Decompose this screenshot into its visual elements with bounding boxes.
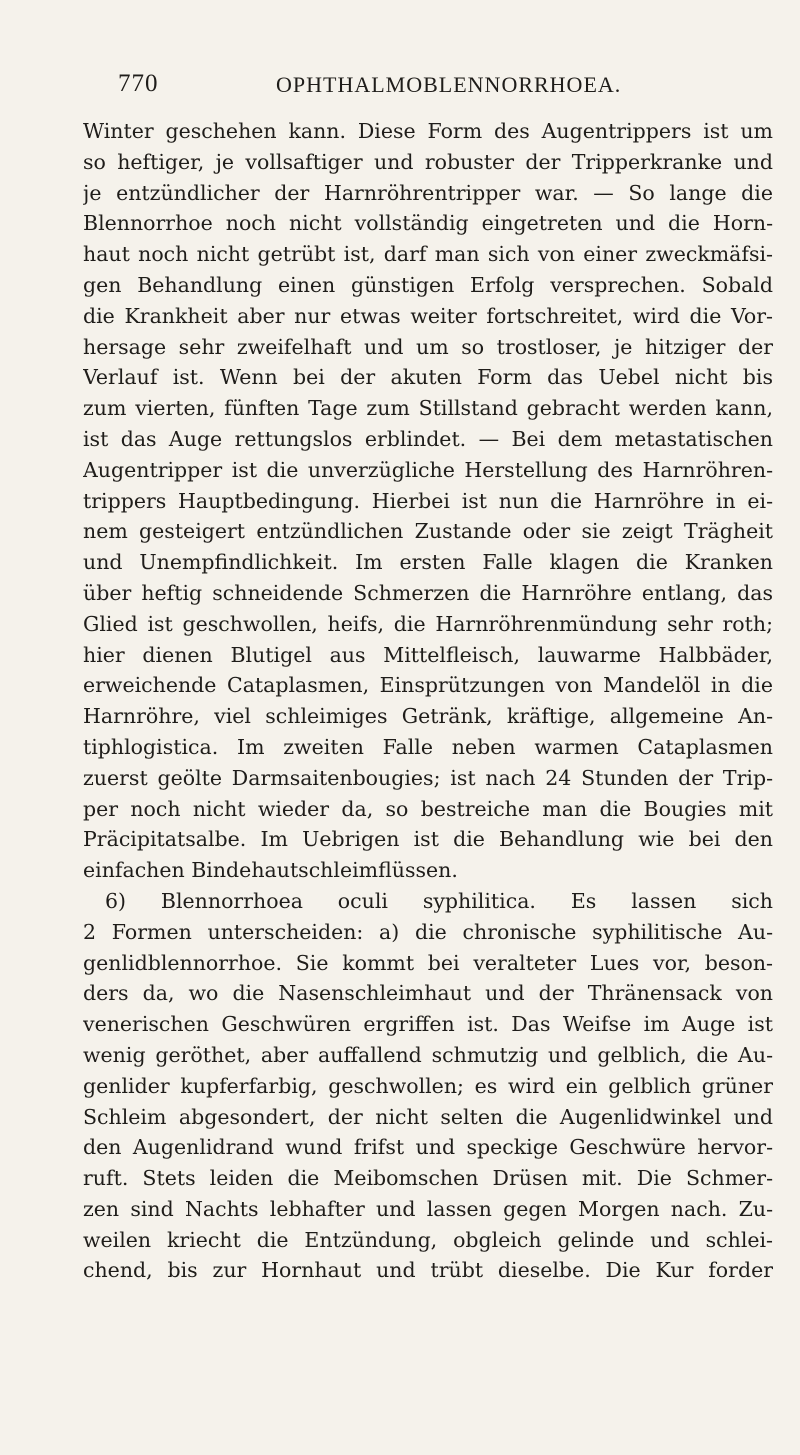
- running-head: [118, 70, 758, 104]
- text-line: trippers Hauptbedingung. Hierbei ist nun die Harnröhre in ei-: [83, 488, 773, 513]
- text-line: Harnröhre, viel schleimiges Getränk, kräftige, allgemeine An-: [83, 704, 773, 729]
- text-line: nem gesteigert entzündlichen Zustande oder sie zeigt Trägheit: [83, 519, 773, 544]
- text-line: gen Behandlung einen günstigen Erfolg versprechen. Sobald: [83, 272, 773, 297]
- text-line: venerischen Geschwüren ergriffen ist. Das Weifse im Auge ist: [83, 1012, 773, 1037]
- text-line: genlider kupferfarbig, geschwollen; es wird ein gelblich grüner: [83, 1073, 773, 1098]
- text-line: zen sind Nachts lebhafter und lassen gegen Morgen nach. Zu-: [83, 1196, 773, 1221]
- text-line: je entzündlicher der Harnröhrentripper war. — So lange die: [83, 180, 773, 205]
- text-line: weilen kriecht die Entzündung, obgleich gelinde und schlei-: [83, 1227, 773, 1252]
- text-line: Glied ist geschwollen, heifs, die Harnröhrenmündung sehr roth;: [83, 611, 773, 636]
- text-line: haut noch nicht getrübt ist, darf man sich von einer zweckmäfsi-: [83, 242, 773, 267]
- text-line: ders da, wo die Nasenschleimhaut und der Thränensack von: [83, 981, 773, 1006]
- text-line: ist das Auge rettungslos erblindet. — Bei dem metastatischen: [83, 426, 773, 451]
- text-line: Augentripper ist die unverzügliche Herstellung des Harnröhren-: [83, 457, 773, 482]
- text-line: hersage sehr zweifelhaft und um so trostloser, je hitziger der: [83, 334, 773, 359]
- running-title: OPHTHALMOBLENNORRHOEA.: [276, 72, 622, 97]
- text-line: Präcipitatsalbe. Im Uebrigen ist die Behandlung wie bei den: [83, 827, 773, 852]
- text-line: einfachen Bindehautschleimflüssen.: [83, 858, 458, 883]
- text-line: über heftig schneidende Schmerzen die Harnröhre entlang, das: [83, 580, 773, 605]
- text-line: Schleim abgesondert, der nicht selten die Augenlidwinkel und: [83, 1104, 773, 1129]
- text-line: wenig geröthet, aber auffallend schmutzig und gelblich, die Au-: [83, 1042, 773, 1067]
- text-line: hier dienen Blutigel aus Mittelfleisch, lauwarme Halbbäder,: [83, 642, 773, 667]
- text-line: die Krankheit aber nur etwas weiter fortschreitet, wird die Vor-: [83, 303, 773, 328]
- text-line: erweichende Cataplasmen, Einsprützungen von Mandelöl in die: [83, 673, 773, 698]
- body-text: [83, 116, 773, 1286]
- text-line: genlidblennorrhoe. Sie kommt bei veralteter Lues vor, beson-: [83, 950, 773, 975]
- text-line: Winter geschehen kann. Diese Form des Augentrippers ist um: [83, 119, 773, 143]
- text-line: Verlauf ist. Wenn bei der akuten Form das Uebel nicht bis: [83, 365, 773, 390]
- text-line: chend, bis zur Hornhaut und trübt dieselbe. Die Kur forder: [83, 1258, 773, 1283]
- text-line: ruft. Stets leiden die Meibomschen Drüsen mit. Die Schmer-: [83, 1166, 773, 1191]
- text-line: tiphlogistica. Im zweiten Falle neben warmen Cataplasmen: [83, 734, 773, 759]
- text-line: zum vierten, fünften Tage zum Stillstand gebracht werden kann,: [83, 396, 773, 421]
- text-line: Blennorrhoe noch nicht vollständig eingetreten und die Horn-: [83, 211, 773, 236]
- text-line: und Unempfindlichkeit. Im ersten Falle klagen die Kranken: [83, 550, 773, 575]
- section-heading-line: 6) Blennorrhoea oculi syphilitica. Es lassen sich: [105, 888, 773, 913]
- text-line: 2 Formen unterscheiden: a) die chronische syphilitische Au-: [83, 919, 773, 944]
- text-line: zuerst geölte Darmsaitenbougies; ist nach 24 Stunden der Trip-: [83, 765, 773, 790]
- page-number: 770: [118, 70, 159, 97]
- text-line: den Augenlidrand wund frifst und speckige Geschwüre hervor-: [83, 1135, 773, 1160]
- text-line: per noch nicht wieder da, so bestreiche man die Bougies mit: [83, 796, 773, 821]
- text-line: so heftiger, je vollsaftiger und robuster der Tripperkranke und: [83, 149, 773, 174]
